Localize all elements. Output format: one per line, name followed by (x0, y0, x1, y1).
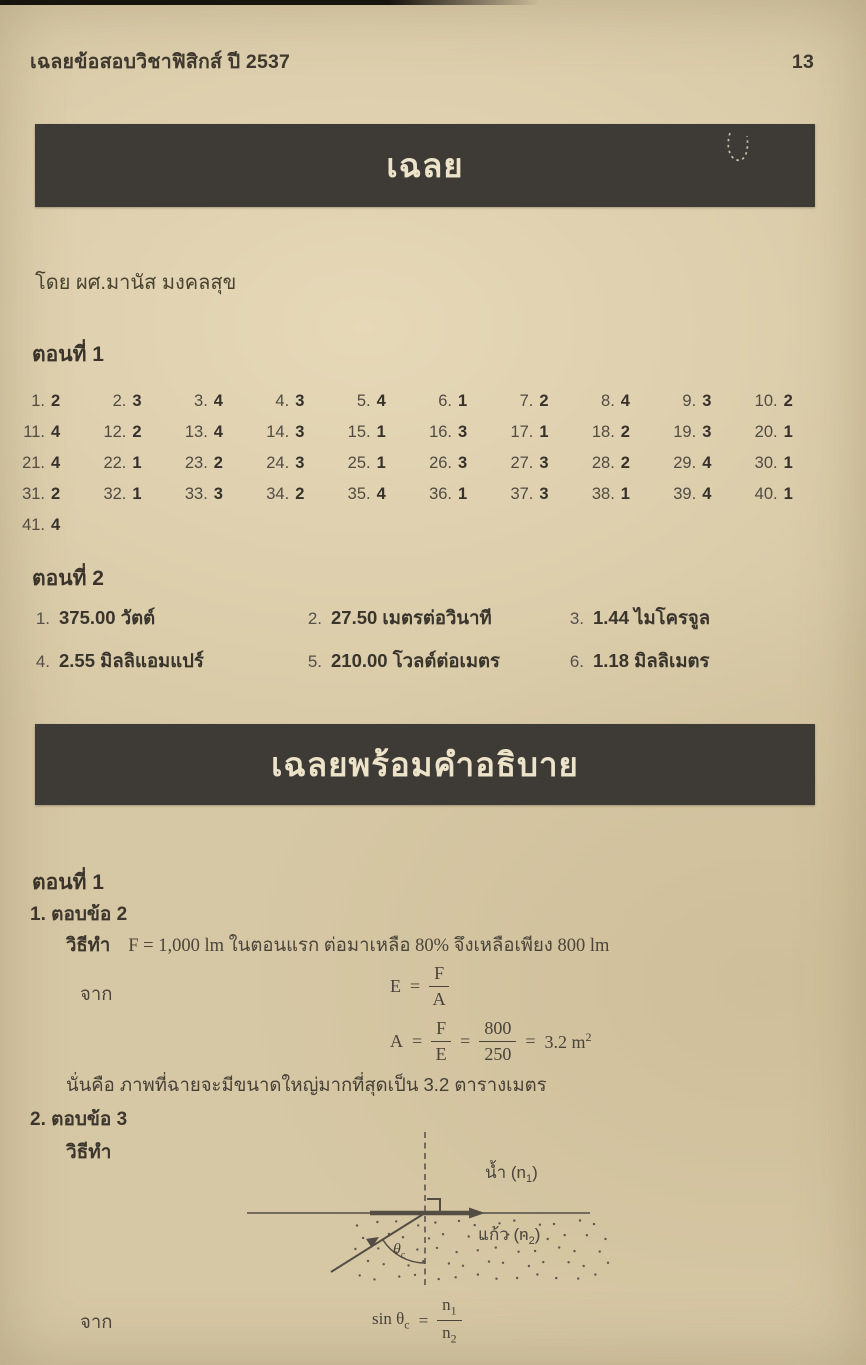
question-number: 19. (673, 423, 697, 441)
part2-answer-item (300, 604, 562, 633)
question-number: 1. (35, 609, 50, 628)
denominator: $n_2$ (442, 1323, 457, 1346)
question-number: 21. (22, 454, 45, 472)
author-line: โดย ผศ.มานัส มงคลสุข (35, 272, 237, 294)
answer-value: 1 (458, 392, 468, 410)
answer-value: 1 (132, 454, 142, 472)
q1-title: 1. ตอบข้อ 2 (30, 904, 128, 925)
answer-value: 2 (213, 454, 223, 472)
question-number: 25. (347, 454, 371, 472)
answer-value: 2 (295, 485, 305, 503)
q2-equation (372, 1295, 462, 1346)
ink-smudge (723, 131, 753, 167)
question-number: 37. (510, 485, 534, 503)
equals-sign: = (412, 1030, 423, 1051)
critical-angle-label: $\theta_c$ (393, 1241, 406, 1261)
answer-value: 4 (702, 485, 712, 503)
question-number: 1. (31, 392, 45, 410)
denominator: A (432, 988, 446, 1009)
part2-answer-item (562, 647, 828, 676)
answer-value: 210.00 โวลต์ต่อเมตร (331, 650, 500, 671)
answer-item (588, 454, 669, 473)
answer-value: 1 (783, 454, 793, 472)
answer-value: 4 (213, 423, 223, 441)
answer-value: 1 (620, 485, 630, 503)
answer-item (588, 485, 669, 504)
question-number: 23. (184, 454, 208, 472)
answer-item (262, 392, 343, 411)
eq-lhs: A (390, 1030, 403, 1051)
answer-item (425, 485, 506, 504)
answer-value: 3 (702, 423, 712, 441)
solutions-part1-heading: ตอนที่ 1 (32, 871, 104, 894)
scan-edge-artifact (0, 0, 540, 5)
q2-method-label: วิธีทำ (66, 1142, 112, 1163)
answer-value: 1 (376, 454, 386, 472)
answer-item (344, 454, 425, 473)
answer-item (181, 485, 262, 504)
part2-answer-item (28, 604, 300, 633)
theta-subscript: c (404, 1317, 410, 1332)
part2-answer-item (300, 647, 562, 676)
answer-value: 4 (51, 516, 61, 534)
denominator: 250 (484, 1043, 512, 1064)
question-number: 4. (35, 652, 50, 671)
question-number: 39. (673, 485, 697, 503)
answer-value: 3 (295, 423, 305, 441)
result-exponent: 2 (585, 1029, 592, 1044)
eq-result (544, 1030, 591, 1053)
answers-banner (35, 124, 815, 207)
question-number: 27. (510, 454, 534, 472)
answer-value: 1.44 ไมโครจูล (593, 607, 711, 628)
answer-item (751, 423, 832, 442)
question-number: 7. (519, 392, 534, 410)
answer-item (344, 423, 425, 442)
answer-value: 1 (376, 423, 386, 441)
numerator: 800 (479, 1018, 516, 1042)
question-number: 10. (754, 392, 778, 410)
q1-method-line (66, 931, 609, 960)
part2-answer-list (28, 604, 828, 676)
answer-item (506, 392, 587, 411)
part1-heading: ตอนที่ 1 (32, 343, 104, 366)
answer-value: 2.55 มิลลิแอมแปร์ (59, 650, 204, 671)
question-number: 13. (184, 423, 208, 441)
fraction (431, 1018, 451, 1064)
equals-sign: = (410, 975, 421, 996)
q2-title: 2. ตอบข้อ 3 (30, 1109, 128, 1130)
answer-item (751, 392, 832, 411)
question-number: 6. (569, 652, 584, 671)
question-number: 9. (682, 392, 697, 410)
answer-value: 2 (539, 392, 549, 410)
answers-banner-title: เฉลย (386, 147, 464, 184)
question-number: 40. (754, 485, 778, 503)
answer-item (344, 485, 425, 504)
question-number: 8. (601, 392, 615, 410)
question-number: 14. (266, 423, 290, 441)
numerator: F (429, 963, 449, 987)
denominator: E (435, 1043, 447, 1064)
refracted-ray-arrowhead (469, 1208, 485, 1219)
answer-item (344, 392, 425, 411)
part1-answer-grid (18, 392, 832, 535)
answer-value: 4 (620, 392, 630, 410)
answer-item (669, 454, 750, 473)
answer-item (18, 423, 99, 442)
answer-value: 4 (51, 454, 61, 472)
answer-value: 3 (539, 485, 549, 503)
question-number: 4. (275, 392, 290, 410)
answer-value: 4 (702, 454, 712, 472)
question-number: 32. (103, 485, 127, 503)
answer-item (99, 454, 180, 473)
part2-answer-item (562, 604, 828, 633)
answer-value: 4 (213, 392, 223, 410)
eq-lhs: E (390, 975, 401, 996)
answer-item (588, 423, 669, 442)
answer-value: 3 (295, 392, 305, 410)
page-header (30, 46, 814, 77)
q1-conclusion: นั่นคือ ภาพที่ฉายจะมีขนาดใหญ่มากที่สุดเป็น 3.2 ตารางเมตร (66, 1074, 547, 1095)
equals-sign: = (525, 1030, 536, 1051)
answer-value: 3 (295, 454, 305, 472)
equals-sign: = (418, 1310, 429, 1330)
answer-item (262, 454, 343, 473)
answer-item (18, 516, 99, 535)
method-label: วิธีทำ (66, 934, 111, 955)
answer-value: 2 (132, 423, 142, 441)
answer-item (18, 454, 99, 473)
answer-value: 3 (132, 392, 142, 410)
answer-value: 3 (458, 423, 468, 441)
answer-value: 2 (51, 392, 61, 410)
answer-value: 27.50 เมตรต่อวินาที (331, 607, 492, 628)
answer-item (181, 454, 262, 473)
question-number: 2. (112, 392, 127, 410)
answer-item (99, 423, 180, 442)
answer-value: 4 (51, 423, 61, 441)
answer-value: 2 (783, 392, 793, 410)
fraction (437, 1295, 462, 1346)
question-number: 36. (429, 485, 452, 503)
answer-item (425, 454, 506, 473)
answer-item (669, 423, 750, 442)
answer-value: 1.18 มิลลิเมตร (593, 650, 710, 671)
question-number: 30. (754, 454, 778, 472)
answer-value: 2 (620, 423, 630, 441)
fraction (429, 963, 449, 1009)
answer-value: 3 (539, 454, 549, 472)
answer-value: 1 (132, 485, 142, 503)
refraction-diagram (245, 1128, 645, 1293)
glass-label: แก้ว $(n_2)$ (478, 1225, 541, 1247)
question-number: 5. (307, 652, 322, 671)
question-number: 22. (103, 454, 127, 472)
answer-value: 4 (376, 392, 386, 410)
answer-value: 3 (213, 485, 223, 503)
question-number: 33. (184, 485, 208, 503)
numerator: F (431, 1018, 451, 1042)
result-value: 3.2 m (544, 1031, 586, 1052)
question-number: 35. (347, 485, 371, 503)
q1-equation-1 (390, 963, 449, 1009)
question-number: 24. (266, 454, 290, 472)
eq-lhs (372, 1309, 410, 1332)
answer-value: 2 (51, 485, 61, 503)
answer-item (425, 392, 506, 411)
question-number: 12. (103, 423, 127, 441)
answer-item (262, 423, 343, 442)
answer-value: 2 (620, 454, 630, 472)
question-number: 6. (438, 392, 452, 410)
answer-value: 1 (783, 423, 793, 441)
explained-banner-title: เฉลยพร้อมคำอธิบาย (271, 746, 579, 783)
answer-item (262, 485, 343, 504)
header-title: เฉลยข้อสอบวิชาฟิสิกส์ ปี 2537 (30, 51, 291, 73)
answer-item (99, 485, 180, 504)
question-number: 31. (22, 485, 45, 503)
question-number: 17. (510, 423, 534, 441)
answer-item (588, 392, 669, 411)
q1-given-text: F = 1,000 lm ในตอนแรก ต่อมาเหลือ 80% จึงเหลือเพียง 800 lm (128, 936, 610, 956)
part2-heading: ตอนที่ 2 (32, 567, 104, 590)
answer-item (425, 423, 506, 442)
equals-sign: = (460, 1030, 471, 1051)
answer-value: 375.00 วัตต์ (59, 607, 156, 628)
answer-item (751, 485, 832, 504)
answer-item (181, 423, 262, 442)
from-label: จาก (80, 983, 113, 1004)
answer-item (506, 423, 587, 442)
answer-value: 3 (458, 454, 468, 472)
answer-item (18, 485, 99, 504)
water-label: น้ำ $(n_1)$ (485, 1163, 538, 1185)
answer-item (99, 392, 180, 411)
question-number: 38. (591, 485, 615, 503)
answer-item (669, 485, 750, 504)
question-number: 3. (569, 609, 584, 628)
question-number: 2. (307, 609, 322, 628)
answer-item (751, 454, 832, 473)
sin-theta: sin θ (372, 1308, 405, 1328)
answer-value: 1 (458, 485, 468, 503)
question-number: 26. (429, 454, 452, 472)
question-number: 41. (22, 516, 45, 534)
question-number: 15. (347, 423, 371, 441)
question-number: 29. (673, 454, 697, 472)
answer-value: 1 (539, 423, 549, 441)
part2-answer-item (28, 647, 300, 676)
page-number: 13 (791, 51, 814, 73)
explained-banner (35, 724, 815, 805)
answer-item (506, 454, 587, 473)
question-number: 11. (23, 423, 45, 441)
fraction (479, 1018, 516, 1064)
answer-value: 4 (376, 485, 386, 503)
question-number: 3. (194, 392, 208, 410)
answer-value: 3 (702, 392, 712, 410)
numerator: $n_1$ (437, 1295, 462, 1321)
question-number: 20. (754, 423, 778, 441)
answer-item (506, 485, 587, 504)
question-number: 18. (591, 423, 615, 441)
answer-item (181, 392, 262, 411)
answer-item (18, 392, 99, 411)
q1-equation-2 (390, 1018, 592, 1064)
answer-item (669, 392, 750, 411)
question-number: 28. (591, 454, 615, 472)
from-label: จาก (80, 1311, 113, 1332)
answer-value: 1 (783, 485, 793, 503)
question-number: 5. (356, 392, 371, 410)
question-number: 16. (429, 423, 452, 441)
question-number: 34. (266, 485, 290, 503)
